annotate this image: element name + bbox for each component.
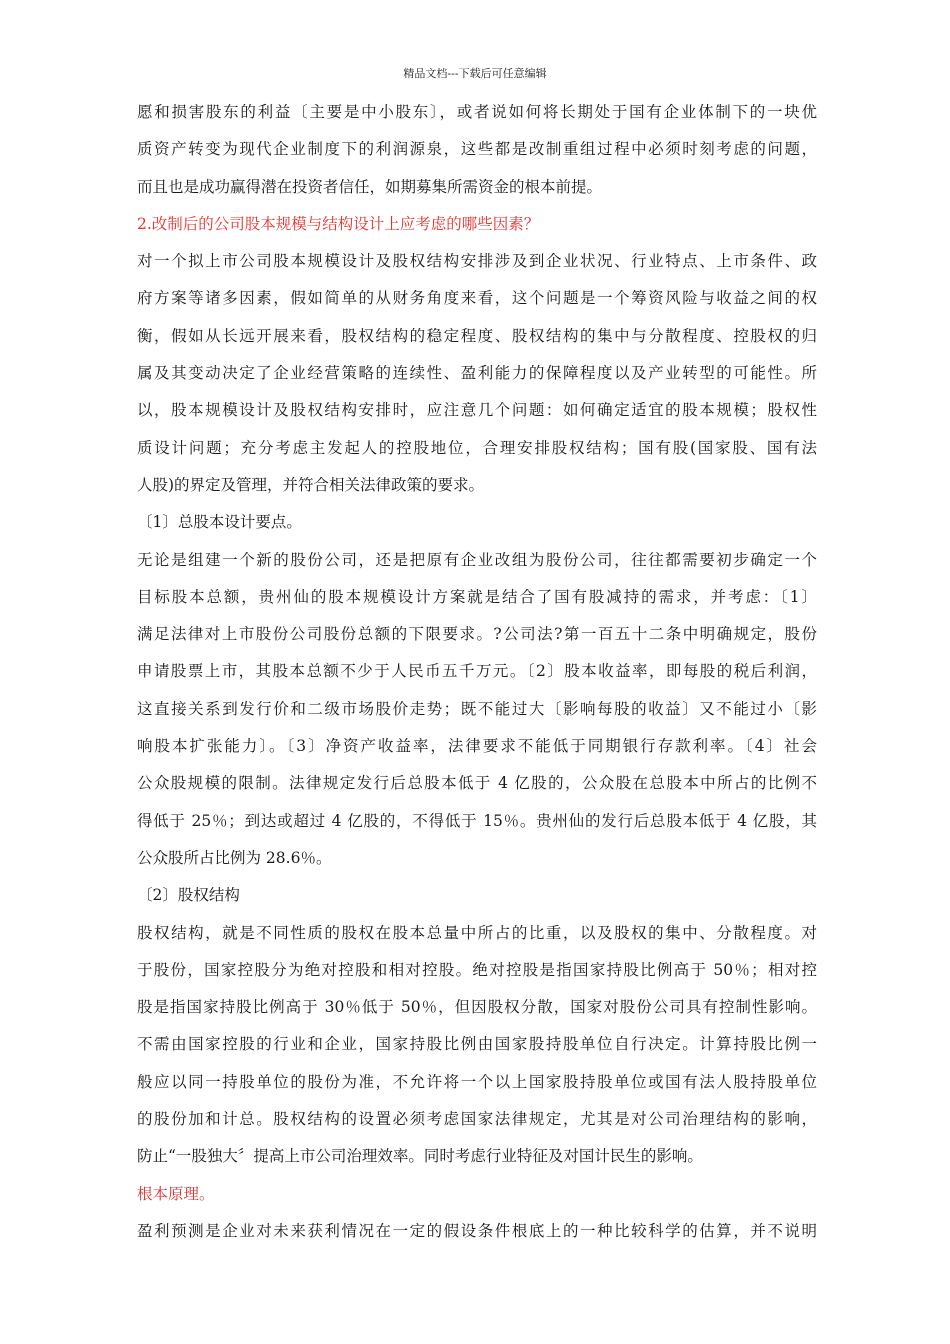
body-line: 以，股本规模设计及股权结构安排时，应注意几个问题：如何确定适宜的股本规模；股权性 xyxy=(137,401,817,420)
body-line: 申请股票上市，其股本总额不少于人民币五千万元。〔2〕股本收益率，即每股的税后利润， xyxy=(137,662,817,681)
subsection-heading: 〔2〕股权结构 xyxy=(137,886,240,905)
body-line: 公众股所占比例为 28.6％。 xyxy=(137,848,332,867)
body-line: 满足法律对上市股份公司股份总额的下限要求。?公司法?第一百五十二条中明确规定，股份 xyxy=(137,625,817,644)
body-line: 而且也是成功赢得潜在投资者信任，如期募集所需资金的根本前提。 xyxy=(137,177,603,196)
document-body xyxy=(137,94,817,1250)
body-line: 响股本扩张能力〕。〔3〕净资产收益率，法律要求不能低于同期银行存款利率。〔4〕社会 xyxy=(137,737,817,756)
body-line: 公众股规模的限制。法律规定发行后总股本低于 4 亿股的，公众股在总股本中所占的比例不 xyxy=(137,774,817,793)
body-line: 愿和损害股东的利益〔主要是中小股东〕，或者说如何将长期处于国有企业体制下的一块优 xyxy=(137,103,817,121)
body-line: 对一个拟上市公司股本规模设计及股权结构安排涉及到企业状况、行业特点、上市条件、政 xyxy=(137,252,817,271)
body-line: 的股份加和计总。股权结构的设置必须考虑国家法律规定，尤其是对公司治理结构的影响， xyxy=(137,1110,817,1129)
body-line: 质设计问题；充分考虑主发起人的控股地位，合理安排股权结构；国有股(国家股、国有法 xyxy=(137,438,817,457)
body-line: 这直接关系到发行价和二级市场股价走势；既不能过大〔影响每股的收益〕又不能过小〔影 xyxy=(137,699,817,718)
body-line: 属及其变动决定了企业经营策略的连续性、盈利能力的保障程度以及产业转型的可能性。所 xyxy=(137,364,817,383)
page-header: 精品文档---下载后可任意编辑 xyxy=(403,67,547,80)
section-heading: 2.改制后的公司股本规模与结构设计上应考虑的哪些因素？ xyxy=(137,214,540,233)
body-line: 防止“一股独大〞提高上市公司治理效率。同时考虑行业特征及对国计民生的影响。 xyxy=(137,1147,703,1166)
section-heading: 根本原理。 xyxy=(137,1184,215,1203)
body-line: 衡，假如从长远开展来看，股权结构的稳定程度、股权结构的集中与分散程度、控股权的归 xyxy=(137,326,817,345)
body-line: 府方案等诸多因素，假如简单的从财务角度来看，这个问题是一个筹资风险与收益之间的权 xyxy=(137,289,817,308)
body-line: 股是指国家持股比例高于 30％低于 50％，但因股权分散，国家对股份公司具有控制性影响。 xyxy=(137,998,817,1017)
body-line: 得低于 25％；到达或超过 4 亿股的，不得低于 15％。贵州仙的发行后总股本低于 4 亿股，其 xyxy=(137,811,817,830)
body-line: 于股份，国家控股分为绝对控股和相对控股。绝对控股是指国家持股比例高于 50％；相对控 xyxy=(137,960,817,979)
body-line: 无论是组建一个新的股份公司，还是把原有企业改组为股份公司，往往都需要初步确定一个 xyxy=(137,550,817,569)
body-line: 般应以同一持股单位的股份为准，不允许将一个以上国家股持股单位或国有法人股持股单位 xyxy=(137,1072,817,1091)
body-line: 目标股本总额，贵州仙的股本规模设计方案就是结合了国有股减持的需求，并考虑：〔1〕 xyxy=(137,587,817,606)
body-line: 盈利预测是企业对未来获利情况在一定的假设条件根底上的一种比较科学的估算，并不说明 xyxy=(137,1221,817,1240)
subsection-heading: 〔1〕总股本设计要点。 xyxy=(137,513,302,532)
body-line: 人股)的界定及管理，并符合相关法律政策的要求。 xyxy=(137,475,485,494)
body-line: 股权结构，就是不同性质的股权在股本总量中所占的比重，以及股权的集中、分散程度。对 xyxy=(137,923,817,942)
body-line: 质资产转变为现代企业制度下的利润源泉，这些都是改制重组过程中必须时刻考虑的问题， xyxy=(137,140,817,159)
body-line: 不需由国家控股的行业和企业，国家持股比例由国家股持股单位自行决定。计算持股比例一 xyxy=(137,1035,817,1054)
